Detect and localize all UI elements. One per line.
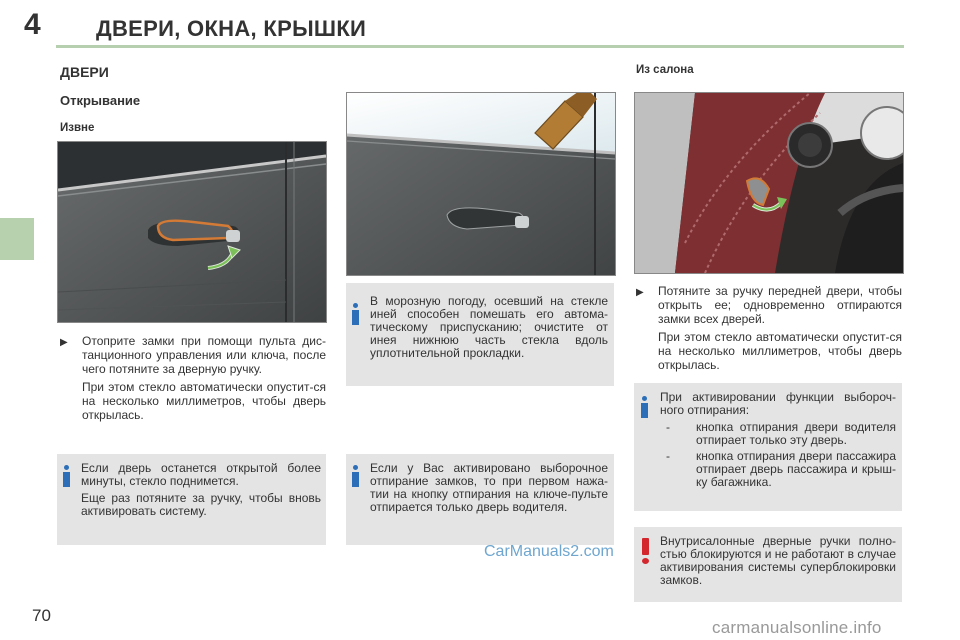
info-icon — [63, 465, 77, 487]
warning-note-superlock — [634, 527, 902, 602]
watermark-carmanualsonline: carmanualsonline.info — [712, 618, 882, 637]
subsection-title-opening: Открывание — [60, 93, 141, 108]
photo-exterior-door-handle — [57, 141, 327, 323]
paragraph-unlock-outside: Отоприте замки при помощи пульта дис-танционного управления или ключа, после чего потяните за дверную ручку. — [82, 334, 326, 376]
section-title-inside: Из салона — [636, 64, 694, 76]
list-item: - кнопка отпирания двери пассажира отпирает дверь пассажира и крыш-ку багажника. — [666, 449, 896, 489]
note-text-window-rises: Если дверь останется открытой более минуты, стекло поднимется. — [81, 461, 321, 488]
chapter-title: ДВЕРИ, ОКНА, КРЫШКИ — [96, 16, 367, 41]
info-note-selective-unlock-details — [634, 383, 902, 511]
note-text-reactivate: Еще раз потяните за ручку, чтобы вновь активировать систему. — [81, 491, 321, 518]
chapter-number: 4 — [24, 8, 41, 41]
paragraph-window-drop-inside: При этом стекло автоматически опустит-ся на несколько миллиметров, чтобы дверь открылась. — [658, 330, 902, 372]
info-icon — [352, 465, 366, 487]
photo-interior-door-handle — [634, 92, 904, 274]
chapter-side-tab — [0, 218, 34, 260]
note-text-selective-unlock: Если у Вас активировано выборочное отпирание замков, то при первом нажа-тии на кнопку отпирания на ключе-пульте отпирается только дверь водителя. — [370, 461, 608, 514]
section-title-doors: ДВЕРИ — [60, 64, 109, 80]
note-text-frost: В морозную погоду, осевший на стекле иней способен помешать его автома-тическому приспусканию; очистите от инея нижнюю часть стекла вдоль уплотнительной прокладки. — [370, 294, 608, 360]
bullet-arrow-icon: ▶ — [636, 287, 644, 298]
warning-icon — [642, 538, 652, 564]
subsection-title-outside: Извне — [60, 122, 95, 134]
text-outside-instructions — [60, 334, 326, 426]
warning-text-superlock: Внутрисалонные дверные ручки полно-стью блокируются и не работают в случае активирования системы суперблокировки замков. — [660, 534, 896, 587]
list-item-passenger-door: кнопка отпирания двери пассажира отпирает дверь пассажира и крыш-ку багажника. — [696, 449, 896, 489]
info-note-selective-unlock — [346, 454, 614, 545]
info-note-door-open — [57, 454, 326, 545]
text-inside-instructions — [636, 284, 902, 376]
note-text-selective-intro: При активировании функции выбороч-ного отпирания: — [660, 390, 896, 417]
bullet-arrow-icon: ▶ — [60, 337, 68, 348]
info-note-frost — [346, 283, 614, 386]
photo-frost-window-scraper — [346, 92, 616, 276]
page-number: 70 — [32, 606, 51, 625]
list-item: - кнопка отпирания двери водителя отпирает только эту дверь. — [666, 420, 896, 447]
info-icon — [641, 396, 655, 418]
list-item-driver-door: кнопка отпирания двери водителя отпирает только эту дверь. — [696, 420, 896, 447]
paragraph-window-drop: При этом стекло автоматически опустит-ся на несколько миллиметров, чтобы дверь открылась. — [82, 380, 326, 422]
header-divider — [56, 45, 904, 48]
info-icon — [352, 303, 366, 325]
paragraph-pull-handle: Потяните за ручку передней двери, чтобы открыть ее; одновременно отпираются замки всех дверей. — [658, 284, 902, 326]
watermark-carmanuals: CarManuals2.com — [484, 543, 614, 560]
